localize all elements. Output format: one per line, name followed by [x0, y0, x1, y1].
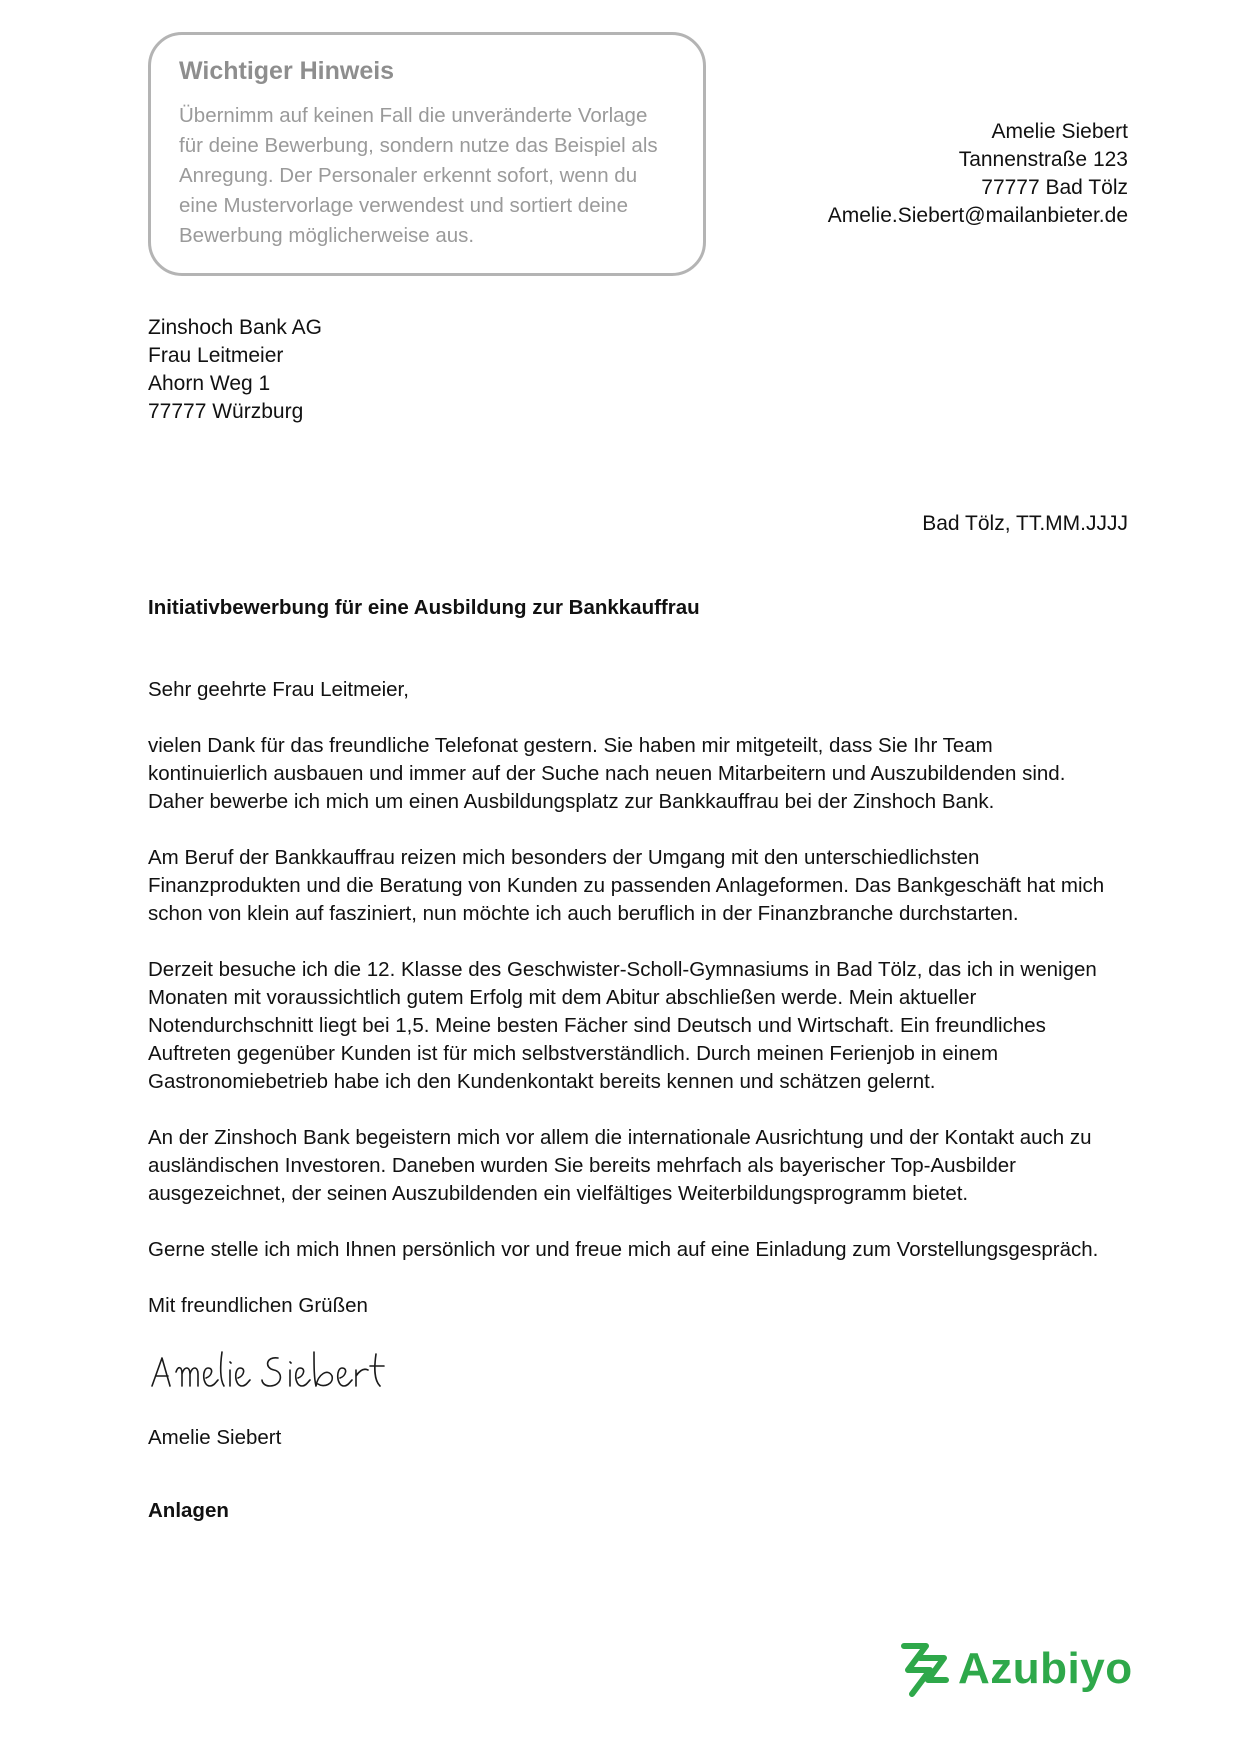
paragraph-company	[148, 1124, 1138, 1208]
body-line: Daher bewerbe ich mich um einen Ausbildungsplatz zur Bankkauffrau bei der Zinshoch Bank.	[148, 790, 995, 813]
notice-line: Bewerbung möglicherweise aus.	[179, 224, 475, 247]
body-line: ausländischen Investoren. Daneben wurden Sie bereits mehrfach als bayerischer Top-Ausbilder	[148, 1154, 1016, 1177]
notice-title: Wichtiger Hinweis	[179, 57, 395, 85]
sender-street: Tannenstraße 123	[958, 148, 1128, 171]
letter-body	[148, 676, 1138, 1320]
recipient-city: 77777 Würzburg	[148, 400, 304, 423]
body-line: Derzeit besuche ich die 12. Klasse des Geschwister-Scholl-Gymnasiums in Bad Tölz, das ich in wenigen	[148, 958, 1097, 981]
body-line: schon von klein auf fasziniert, nun möchte ich auch beruflich in der Finanzbranche durchstarten.	[148, 902, 1019, 925]
brand-name: Azubiyo	[958, 1644, 1133, 1693]
body-line: Finanzprodukten und die Beratung von Kunden zu passenden Anlageformen. Das Bankgeschäft hat mich	[148, 874, 1105, 897]
body-line: vielen Dank für das freundliche Telefonat gestern. Sie haben mir mitgeteilt, dass Sie Ihr Team	[148, 734, 993, 757]
paragraph-education	[148, 956, 1138, 1096]
important-notice-box	[148, 32, 706, 276]
brand-logo	[900, 1640, 1150, 1700]
sender-name: Amelie Siebert	[991, 120, 1128, 143]
notice-line: eine Mustervorlage verwendest und sortiert deine	[179, 194, 628, 217]
recipient-company: Zinshoch Bank AG	[148, 316, 322, 339]
sender-address	[828, 118, 1128, 230]
sender-city: 77777 Bad Tölz	[981, 176, 1128, 199]
signer-name: Amelie Siebert	[148, 1426, 282, 1449]
recipient-street: Ahorn Weg 1	[148, 372, 271, 395]
recipient-contact: Frau Leitmeier	[148, 344, 284, 367]
body-line: Gerne stelle ich mich Ihnen persönlich vor und freue mich auf eine Einladung zum Vorstellungsgespräch.	[148, 1238, 1099, 1261]
recipient-address	[148, 314, 322, 426]
letter-subject: Initiativbewerbung für eine Ausbildung zur Bankkauffrau	[148, 596, 700, 619]
salutation-text: Sehr geehrte Frau Leitmeier,	[148, 678, 409, 701]
handwritten-signature	[148, 1346, 388, 1392]
body-line: ausgezeichnet, der seinen Auszubildenden ein vielfältiges Weiterbildungsprogramm bietet.	[148, 1182, 969, 1205]
sender-email: Amelie.Siebert@mailanbieter.de	[827, 204, 1128, 227]
attachments-label: Anlagen	[148, 1499, 229, 1522]
body-line: Gastronomiebetrieb habe ich den Kundenkontakt bereits kennen und schätzen gelernt.	[148, 1070, 936, 1093]
body-line: Am Beruf der Bankkauffrau reizen mich besonders der Umgang mit den unterschiedlichsten	[148, 846, 980, 869]
body-line: Auftreten gegenüber Kunden ist für mich selbstverständlich. Durch meinen Ferienjob in einem	[148, 1042, 999, 1065]
paragraph-invitation	[148, 1236, 1138, 1264]
azubiyo-logo-icon	[900, 1640, 952, 1700]
notice-text	[179, 101, 677, 251]
body-line: An der Zinshoch Bank begeistern mich vor allem die internationale Ausrichtung und der Kontakt auch zu	[148, 1126, 1092, 1149]
closing-text: Mit freundlichen Grüßen	[148, 1294, 368, 1317]
salutation	[148, 676, 1138, 704]
body-line: kontinuierlich ausbauen und immer auf der Suche nach neuen Mitarbeitern und Auszubildenden sind.	[148, 762, 1066, 785]
place-and-date: Bad Tölz, TT.MM.JJJJ	[922, 512, 1128, 535]
notice-line: Übernimm auf keinen Fall die unveränderte Vorlage	[179, 104, 648, 127]
body-line: Notendurchschnitt liegt bei 1,5. Meine besten Fächer sind Deutsch und Wirtschaft. Ein freundliches	[148, 1014, 1046, 1037]
paragraph-motivation	[148, 844, 1138, 928]
paragraph-thanks	[148, 732, 1138, 816]
body-line: Monaten mit voraussichtlich gutem Erfolg mit dem Abitur abschließen werde. Mein aktueller	[148, 986, 977, 1009]
notice-line: für deine Bewerbung, sondern nutze das Beispiel als	[179, 134, 658, 157]
notice-line: Anregung. Der Personaler erkennt sofort, wenn du	[179, 164, 638, 187]
closing	[148, 1292, 1138, 1320]
